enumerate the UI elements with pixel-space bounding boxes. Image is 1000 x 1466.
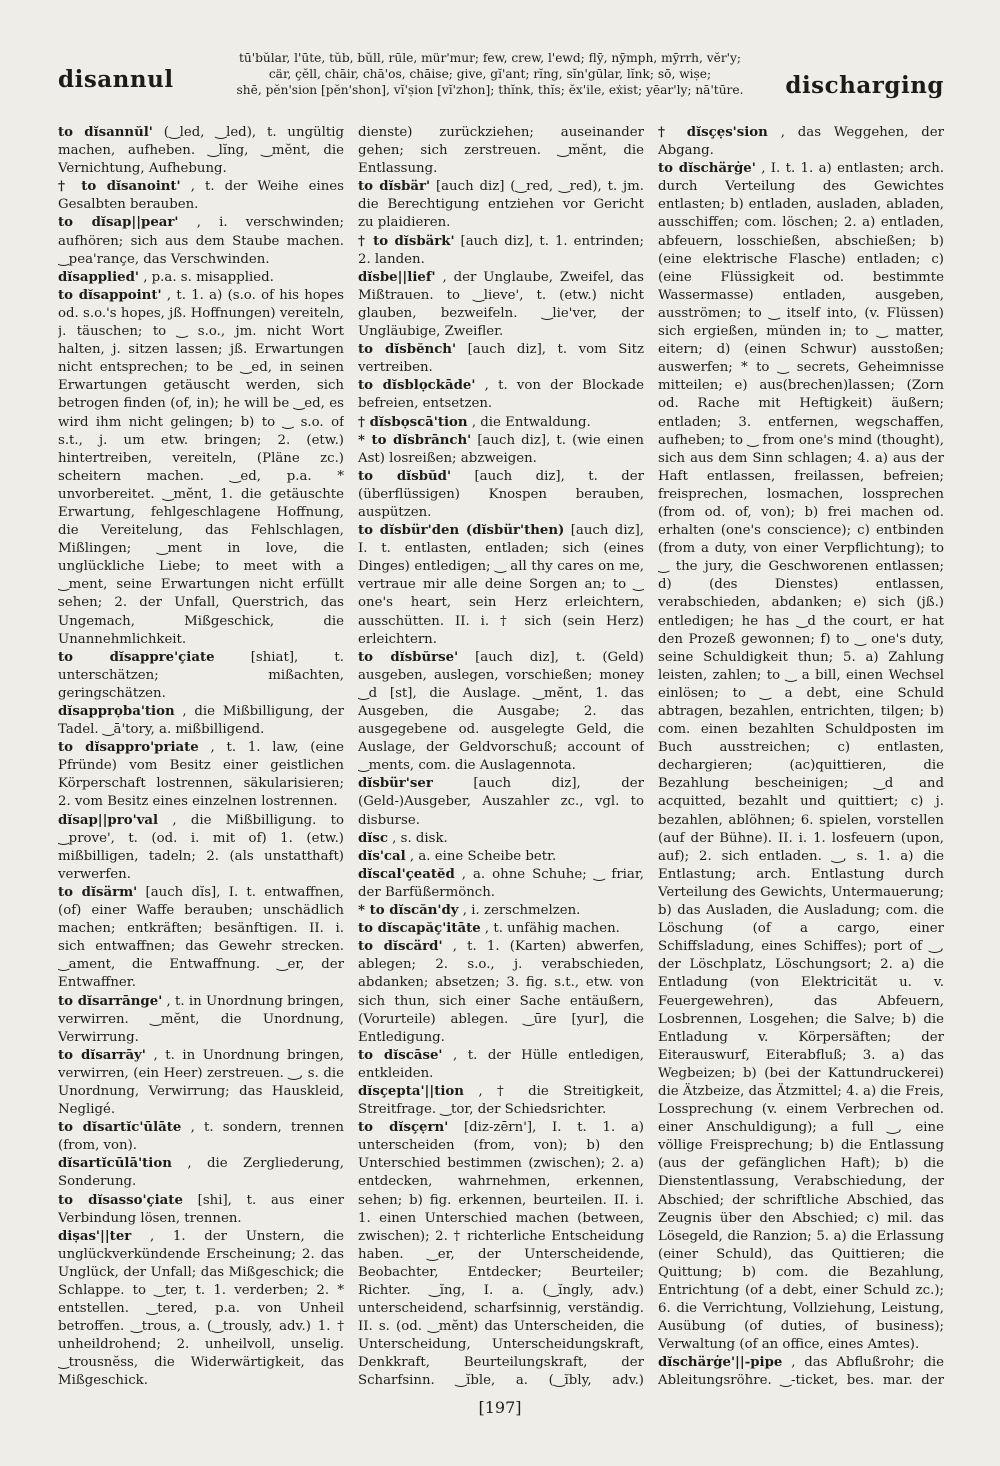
dictionary-entry bbox=[358, 920, 644, 938]
dictionary-entry bbox=[658, 160, 944, 1354]
entry-headword: to dĭsçẹrn' bbox=[358, 1120, 449, 1136]
entry-headword: to dĭsbür'den (dĭsbür'then) bbox=[358, 523, 565, 539]
entry-definition: [auch diz], t. der (überflüssigen) Knospen berauben, auspützen. bbox=[358, 468, 644, 520]
entry-headword: dĭsap||pro'val bbox=[58, 812, 159, 828]
dictionary-entry bbox=[358, 269, 644, 341]
entry-definition: [auch diz], der (Geld-)Ausgeber, Auszahler zc., vgl. to disburse. bbox=[358, 776, 644, 828]
entry-definition: , t. der Hülle entledigen, entkleiden. bbox=[358, 1047, 644, 1081]
entry-definition: [auch diz], I. t. entlasten, entladen; sich (eines Dinges) entledigen; ‿ all thy cares on me, vertraue mir alle deine Sorgen an; to ‿ one's heart, sein Herz erleichtern, ausschütten. II. i. † sich (sein Herz) erleichtern. bbox=[358, 523, 644, 647]
dictionary-entry bbox=[358, 1047, 644, 1083]
entry-columns bbox=[58, 124, 944, 1392]
entry-definition: , i. zerschmelzen. bbox=[462, 903, 581, 919]
dictionary-entry bbox=[58, 993, 344, 1047]
entry-headword: to dĭscapăç'itāte bbox=[358, 921, 481, 937]
entry-definition: , I. t. 1. a) entlasten; arch. durch Verteilung des Gewichtes entlasten; b) entladen, ausladen, abladen, ausschiffen; com. löschen; 2. a) entladen, abfeuern, losschießen, abschießen; b) (eine elektrische Flasche) entladen; c) (eine Flüssigkeit od. bestimmte Wassermasse) entladen, ausgeben, ausströmen; to ‿ itself into, (v. Flüssen) sich ergießen, münden in; to ‿ matter, eitern; d) (einen Schwur) ausstoßen; auswerfen; * to ‿ secrets, Geheimnisse mitteilen; e) aus(brechen)lassen; (Zorn od. Rache mit Heftigkeit) äußern; entladen; 3. entfernen, wegschaffen, aufheben; to ‿ from one's mind (thought), sich aus dem Sinn schlagen; 4. a) aus der Haft entlassen, freilassen, befreien; freisprechen, losmachen, lossprechen (from od. of, von); b) frei machen od. erhalten (one's conscience); c) entbinden (from a duty, von einer Verpflichtung); to ‿ the jury, die Geschworenen entlassen; d) (des Dienstes) entlassen, verabschieden, abdanken; e) sich (jß.) entledigen; he has ‿d the court, er hat den Prozeß gewonnen; f) to ‿ one's duty, seine Schuldigkeit thun; 5. a) Zahlung leisten, zahlen; to ‿ a bill, einen Wechsel einlösen; to ‿ a debt, eine Schuld abtragen, bezahlen, entrichten, tilgen; b) com. einen bezahlten Schuldposten im Buch ausstreichen; c) entlasten, dechargieren; (ac)quittieren, die Bezahlung bescheinigen; ‿d and acquitted, bezahlt und quittiert; c) j. bezahlen, ablöhnen; 6. spielen, vorstellen (auf der Bühne). II. i. 1. losfeuern (upon, auf); 2. sich entladen. ‿, s. 1. a) die Entlastung; arch. Entlastung durch Verteilung des Gewichts, Untermauerung; b) das Ausladen, die Ausladung; com. die Löschung (of a cargo, einer Schiffsladung, eines Schiffes); port of ‿, der Löschplatz, Löschungsort; 2. a) die Entladung (von Elektricität u. v. Feuergewehren), das Abfeuern, Losbrennen, Losgehen; die Salve; b) die Entladung v. Körpersäften; der Eiterauswurf, Eiterabfluß; 3. a) das Wegbeizen; b) (bei der Kattundruckerei) die Ätzbeize, das Ätzmittel; 4. a) die Freis, Lossprechung (v. einem Verbrechen od. einer Anschuldigung); a full ‿, eine völlige Freisprechung; b) die Entlassung (aus der gefänglichen Haft); b) die Dienstentlassung, Verabschiedung, der Abschied; der schriftliche Abschied, das Zeugnis über den Abschied; c) mil. das Lösegeld, die Ranzion; 5. a) die Erlassung (einer Schuld), das Quittieren; die Quittung; b) com. die Bezahlung, Entrichtung (of a debt, einer Schuld zc.); 6. die Verrichtung, Vollziehung, Leistung, Ausübung (of duties, of business); Verwaltung (of an office, eines Amtes). bbox=[658, 161, 944, 1353]
entry-headword: to dĭsasso'çiate bbox=[58, 1192, 183, 1208]
entry-headword: dĭschärġe'||-pipe bbox=[658, 1355, 783, 1371]
dictionary-entry bbox=[358, 522, 644, 649]
dictionary-entry bbox=[58, 269, 344, 287]
dictionary-entry bbox=[358, 341, 644, 377]
entry-headword: * to dĭscăn'dy bbox=[358, 903, 459, 919]
entry-definition: [shiat], t. unterschätzen; mißachten, geringschätzen. bbox=[58, 649, 344, 701]
dictionary-entry bbox=[58, 884, 344, 993]
page-number: [197] bbox=[478, 1398, 522, 1417]
entry-definition: , 1. der Unstern, die unglückverkündende Erscheinung; 2. das Unglück, der Unfall; das Mißgeschick; die Schlappe. to ‿ter, t. 1. verderben; 2. * entstellen. ‿tered, p.a. von Unheil betroffen. ‿trous, a. (‿trously, adv.) 1. † unheildrohend; 2. unheilvoll, unselig. ‿trousnĕss, die Widerwärtigkeit, das Mißgeschick. bbox=[58, 1228, 344, 1389]
entry-definition: , die Mißbilligung. to ‿prove', t. (od. i. mit of) 1. (etw.) mißbilligen, tadeln; 2. (als unstatthaft) verwerfen. bbox=[58, 812, 344, 882]
entry-definition: , t. 1. a) (s.o. of his hopes od. s.o.'s hopes, jß. Hoffnungen) vereiteln, j. täuschen; to ‿ s.o., jm. nicht Wort halten, j. sitzen lassen; jß. Erwartungen nicht entsprechen; to be ‿ed, in seinen Erwartungen getäuscht werden, sich betrogen finden (of, in); he will be ‿ed, es wird ihm nicht gelingen; b) to ‿ s.o. of s.t., j. um etw. bringen; 2. (etw.) hintertreiben, vereiteln, (Pläne zc.) scheitern machen. ‿ed, p.a. * unvorbereitet. ‿mĕnt, 1. die getäuschte Erwartung, fehlgeschlagene Hoffnung, die Vereitelung, das Fehlschlagen, Mißlingen; ‿ment in love, die unglückliche Liebe; to meet with a ‿ment, seine Erwartungen nicht erfüllt sehen; 2. der Unfall, Querstrich, das Ungemach, Mißgeschick, die Unannehmlichkeit. bbox=[58, 287, 344, 647]
entry-definition: , t. in Unordnung bringen, verwirren, (ein Heer) zerstreuen. ‿, s. die Unordnung, Verwirrung; das Hauskleid, Negligé. bbox=[58, 1047, 344, 1118]
pronunciation-key-line: tū'bŭlar, l'ūte, tŭb, bŭll, rūle, mür'mur; few, crew, l'ewd; flȳ, nȳmph, mȳrrh, vĕr'y; bbox=[238, 51, 742, 65]
entry-headword: dĭsartĭcūlā'tion bbox=[58, 1156, 172, 1172]
dictionary-entry bbox=[58, 1228, 344, 1391]
dictionary-entry bbox=[358, 830, 644, 848]
column-middle bbox=[358, 124, 644, 1392]
entry-definition: , die Entwaldung. bbox=[471, 414, 591, 430]
dictionary-entry bbox=[58, 649, 344, 703]
dictionary-entry bbox=[358, 414, 644, 432]
entry-headword: to dĭsarrānge' bbox=[58, 993, 163, 1009]
dictionary-entry bbox=[358, 124, 644, 178]
dictionary-entry bbox=[58, 1119, 344, 1155]
entry-headword: to dĭsbŭd' bbox=[358, 468, 452, 484]
entry-headword: to dĭsannŭl' bbox=[58, 125, 153, 140]
dictionary-entry bbox=[658, 1354, 944, 1392]
entry-headword: to dĭschärġe' bbox=[658, 161, 756, 177]
entry-definition: , s. disk. bbox=[392, 830, 448, 846]
entry-definition: , p.a. s. misapplied. bbox=[143, 269, 274, 285]
entry-headword: to dĭsärm' bbox=[58, 884, 138, 900]
dictionary-entry bbox=[358, 902, 644, 920]
entry-headword: to dĭsbär' bbox=[358, 179, 431, 195]
dictionary-entry bbox=[358, 377, 644, 413]
entry-definition: , t. sondern, trennen (from, von). bbox=[58, 1120, 344, 1154]
entry-definition: , t. 1. (Karten) abwerfen, ablegen; 2. s.o., j. verabschieden, abdanken; absetzen; 3. fig. s.t., etw. von sich thun, sich einer Sache entäußern, (Vorurteile) ablegen. ‿ūre [yur], die Entledigung. bbox=[358, 939, 644, 1045]
entry-headword: * to dĭsbrānch' bbox=[358, 432, 472, 448]
dictionary-entry bbox=[58, 703, 344, 739]
entry-headword: † dĭsçẹs'sion bbox=[658, 125, 768, 140]
entry-definition: [auch diz], t. (Geld) ausgeben, auslegen, vorschießen; money ‿d [st], die Auslage. ‿mĕnt, 1. das Ausgeben, die Ausgabe; 2. das ausgegebene od. ausgelegte Geld, die Auslage, der Geldvorschuß; account of ‿ments, com. die Auslagennota. bbox=[358, 649, 644, 774]
dictionary-entry bbox=[58, 1192, 344, 1228]
entry-headword: dĭsçepta'||tion bbox=[358, 1083, 464, 1099]
entry-definition: , a. ohne Schuhe; ‿ friar, der Barfüßermönch. bbox=[358, 866, 644, 900]
dictionary-entry bbox=[358, 938, 644, 1047]
entry-definition: , a. eine Scheibe betr. bbox=[409, 848, 557, 864]
dictionary-entry bbox=[358, 468, 644, 522]
pronunciation-key-line: cär, çĕll, chāir, chā'os, chāise; give, gĭ'ant; rĭng, sĭn'gūlar, lĭnk; sō, wiṣe; bbox=[268, 67, 712, 81]
entry-headword: to dĭsbŭrse' bbox=[358, 649, 459, 665]
pronunciation-key-line: shē, pĕn'sion [pĕn'shon], vĭ'ṣion [vĭ'zhon]; thĭnk, thĭs; ĕx'ile, eẋist; yēar'ly; nā'tūre. bbox=[236, 83, 744, 97]
dictionary-entry bbox=[58, 178, 344, 214]
entry-headword: to dĭsappro'priate bbox=[58, 740, 199, 756]
entry-headword: to dĭsappre'çiate bbox=[58, 649, 215, 665]
entry-headword: dĭs'cal bbox=[358, 848, 406, 864]
entry-definition: , t. in Unordnung bringen, verwirren. ‿mĕnt, die Unordnung, Verwirrung. bbox=[58, 993, 344, 1045]
entry-definition: , t. von der Blockade befreien, entsetzen. bbox=[358, 378, 644, 412]
entry-definition: [shi], t. aus einer Verbindung lösen, trennen. bbox=[58, 1192, 344, 1226]
entry-headword: dĭsapprọba'tion bbox=[58, 704, 175, 719]
entry-headword: dĭsapplied' bbox=[58, 269, 139, 285]
dictionary-entry bbox=[358, 1083, 644, 1119]
entry-definition: , i. verschwinden; aufhören; sich aus dem Staube machen. ‿pea'rançe, das Verschwinden. bbox=[58, 215, 344, 267]
entry-definition: , das Abflußrohr; die Ableitungsröhre. ‿-ticket, bes. mar. der bbox=[658, 1355, 944, 1389]
dictionary-entry bbox=[58, 214, 344, 268]
entry-definition: [auch diz], t. (wie einen Ast) losreißen; abzweigen. bbox=[358, 432, 644, 466]
pronunciation-key bbox=[212, 50, 768, 98]
entry-definition: , der Unglaube, Zweifel, das Mißtrauen. to ‿lieve', t. (etw.) nicht glauben, bezweifeln. ‿lie'ver, der Ungläubige, Zweifler. bbox=[358, 269, 644, 340]
entry-definition: , die Mißbilligung, der Tadel. ‿ā'tory, a. mißbilligend. bbox=[58, 704, 344, 738]
entry-definition: [diz-zērn'], I. t. 1. a) unterscheiden (from, von); b) den Unterschied bestimmen (zwischen); 2. a) entdecken, wahrnehmen, erkennen, sehen; b) fig. erkennen, beurteilen. II. i. 1. einen Unterschied machen (between, zwischen); 2. † richterliche Entscheidung haben. ‿er, der Unterscheidende, Beobachter, Entdecker; Beurteiler; Richter. ‿ĭng, I. a. (‿ĭngly, adv.) unterscheidend, scharfsinnig, verständig. II. s. (od. ‿mĕnt) das Unterscheiden, die Unterscheidung, Unterscheidungskraft, Denkkraft, Beurteilungskraft, der Scharfsinn. ‿ĭble, a. (‿ĭbly, adv.) bbox=[358, 1120, 644, 1389]
entry-definition: [auch diz] (‿red, ‿red), t. jm. die Berechtigung entziehen vor Gericht zu plaidieren. bbox=[358, 179, 644, 231]
entry-headword: to dĭsartĭc'ūlāte bbox=[58, 1120, 182, 1136]
entry-headword: dĭsbe||lief' bbox=[358, 269, 436, 285]
entry-headword: to dĭsappoint' bbox=[58, 287, 162, 303]
dictionary-entry bbox=[358, 848, 644, 866]
entry-definition: (‿led, ‿led), t. ungültig machen, aufheben. ‿lĭng, ‿mĕnt, die Vernichtung, Aufhebung. bbox=[58, 125, 344, 177]
entry-headword: † dĭsbọscā'tion bbox=[358, 414, 468, 430]
entry-headword: diṣas'||ter bbox=[58, 1228, 132, 1244]
dictionary-entry bbox=[358, 649, 644, 776]
dictionary-entry bbox=[358, 866, 644, 902]
entry-headword: to dĭsblọckāde' bbox=[358, 378, 476, 394]
entry-definition: , die Zergliederung, Sonderung. bbox=[58, 1156, 344, 1190]
entry-definition: [auch dĭs], I. t. entwaffnen, (of) einer Waffe berauben; unschädlich machen; entkräften; besänftigen. II. i. sich entwaffnen; das Gewehr strecken. ‿ament, die Entwaffnung. ‿er, der Entwaffner. bbox=[58, 884, 344, 991]
entry-definition: , das Weggehen, der Abgang. bbox=[658, 125, 944, 159]
entry-definition: , t. unfähig machen. bbox=[484, 921, 620, 937]
entry-headword: to dĭsarrāy' bbox=[58, 1047, 146, 1063]
dictionary-entry bbox=[58, 124, 344, 178]
dictionary-entry bbox=[58, 812, 344, 884]
dictionary-entry bbox=[358, 775, 644, 829]
dictionary-entry bbox=[58, 1047, 344, 1119]
entry-definition: , t. 1. law, (eine Pfründe) vom Besitz einer geistlichen Körperschaft lostrennen, säkularisieren; 2. vom Besitz eines einzelnen lostrennen. bbox=[58, 740, 344, 810]
entry-definition: , t. der Weihe eines Gesalbten berauben. bbox=[58, 179, 344, 213]
column-left bbox=[58, 124, 344, 1392]
entry-headword: † to dĭsbärk' bbox=[358, 233, 455, 249]
dictionary-entry bbox=[658, 124, 944, 160]
entry-headword: to dĭscāse' bbox=[358, 1047, 443, 1063]
entry-headword: dĭsc bbox=[358, 830, 388, 846]
dictionary-entry bbox=[58, 739, 344, 811]
dictionary-entry bbox=[58, 287, 344, 649]
column-right bbox=[658, 124, 944, 1392]
left-running-head: disannul bbox=[58, 66, 174, 93]
dictionary-entry bbox=[58, 1391, 344, 1392]
dictionary-entry bbox=[58, 1155, 344, 1191]
entry-definition: , † die Streitigkeit, Streitfrage. ‿tor, der Schiedsrichter. bbox=[358, 1083, 644, 1118]
entry-headword: dĭsbür'ser bbox=[358, 776, 433, 792]
entry-headword: to dĭscärd' bbox=[358, 939, 443, 955]
entry-headword: dĭscal'çeatĕd bbox=[358, 866, 455, 882]
entry-headword: to dĭsbĕnch' bbox=[358, 342, 457, 358]
dictionary-entry bbox=[358, 1119, 644, 1392]
entry-definition: dienste) zurückziehen; auseinander gehen; sich zerstreuen. ‿mĕnt, die Entlassung. bbox=[358, 125, 644, 177]
entry-headword: to dĭsap||pear' bbox=[58, 215, 179, 231]
dictionary-entry bbox=[358, 178, 644, 232]
entry-headword: † to dĭsanoint' bbox=[58, 179, 181, 195]
entry-definition: [auch diz], t. vom Sitz vertreiben. bbox=[358, 342, 644, 376]
right-running-head: discharging bbox=[785, 72, 944, 99]
dictionary-entry bbox=[358, 432, 644, 468]
dictionary-entry bbox=[358, 233, 644, 269]
entry-definition: [auch diz], t. 1. entrinden; 2. landen. bbox=[358, 233, 644, 267]
